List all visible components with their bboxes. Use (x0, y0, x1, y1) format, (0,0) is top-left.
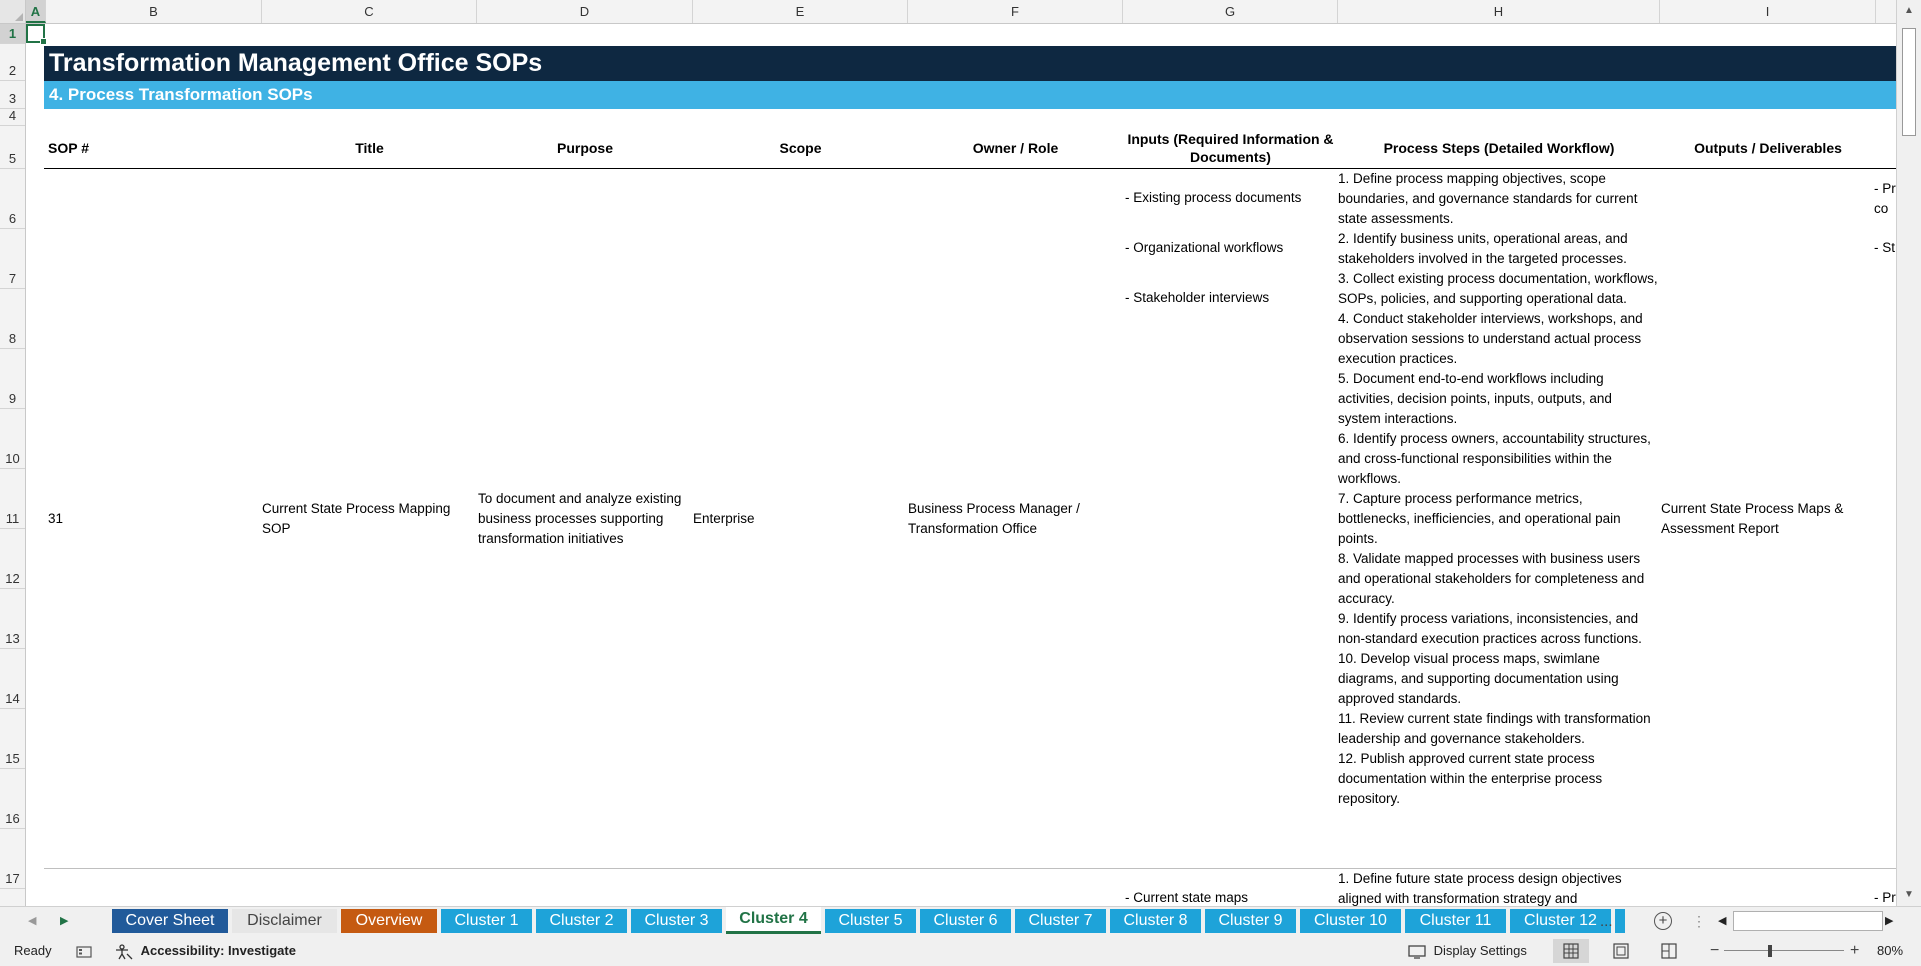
header-process-steps: Process Steps (Detailed Workflow) (1383, 140, 1615, 156)
sheet-tab-cluster-8[interactable]: Cluster 8 (1110, 909, 1201, 933)
column-header-e[interactable]: E (693, 0, 908, 23)
sop-purpose-value: To document and analyze existing business processes supporting transformation initiatives (478, 491, 682, 546)
cell-purpose[interactable] (478, 169, 690, 869)
zoom-in-button[interactable]: + (1850, 942, 1860, 959)
header-purpose: Purpose (556, 140, 613, 156)
cell-title[interactable] (262, 169, 472, 869)
header-inputs: Inputs (Required Information & Documents) (1127, 131, 1334, 165)
sheet-tab-cluster-1[interactable]: Cluster 1 (441, 909, 532, 933)
sheet-tab-cluster-10[interactable]: Cluster 10 (1300, 909, 1401, 933)
row-header[interactable]: 2 (0, 44, 25, 81)
sheet-tab-cluster-9[interactable]: Cluster 9 (1205, 909, 1296, 933)
sop-scope-value: Enterprise (693, 511, 755, 526)
sheet-tab-cluster-3[interactable]: Cluster 3 (631, 909, 722, 933)
page-break-icon (1656, 939, 1682, 963)
select-all-corner[interactable] (0, 0, 26, 24)
sheet-tab-cluster-2[interactable]: Cluster 2 (536, 909, 627, 933)
more-tabs-button[interactable]: ... (1600, 913, 1613, 930)
row-header[interactable]: 13 (0, 589, 25, 649)
row-header[interactable]: 8 (0, 289, 25, 349)
sop-title-value: Current State Process Mapping SOP (262, 501, 451, 536)
sheet-tab-bar (0, 906, 1921, 936)
header-sop-number: SOP # (48, 140, 89, 156)
header-title: Title (355, 140, 384, 156)
row-header[interactable]: 1 (0, 24, 25, 44)
zoom-slider-thumb[interactable] (1768, 945, 1772, 957)
sheet-tab-cluster-7[interactable]: Cluster 7 (1015, 909, 1106, 933)
next-column-fragment: co (1874, 201, 1889, 216)
tab-scroll-left-icon[interactable]: ◀ (28, 915, 37, 927)
macro-record-icon[interactable] (76, 936, 92, 966)
display-settings-label: Display Settings (1433, 943, 1527, 958)
header-outputs: Outputs / Deliverables (1694, 140, 1842, 156)
column-header-d[interactable]: D (477, 0, 693, 23)
row-header[interactable]: 7 (0, 229, 25, 289)
row-headers (0, 24, 26, 906)
row-header[interactable]: 15 (0, 709, 25, 769)
process-step: 1. Define process mapping objectives, scope boundaries, and governance standards for current state assessments. (1338, 171, 1638, 226)
row-header[interactable]: 11 (0, 469, 25, 529)
process-step: 2. Identify business units, operational areas, and stakeholders involved in the targeted processes. (1338, 231, 1628, 266)
scroll-up-arrow-icon[interactable]: ▲ (1904, 5, 1914, 16)
header-owner-role: Owner / Role (972, 140, 1059, 156)
cell-grid[interactable] (26, 24, 1896, 906)
scroll-down-arrow-icon[interactable]: ▼ (1904, 889, 1914, 900)
row-header[interactable]: 3 (0, 81, 25, 109)
sheet-tab-disclaimer[interactable]: Disclaimer (232, 909, 337, 933)
next-column-fragment: - St (1874, 240, 1896, 255)
sop-owner-value: Business Process Manager / Transformation Office (908, 501, 1080, 536)
row-header[interactable]: 16 (0, 769, 25, 829)
page-layout-button[interactable] (1608, 939, 1634, 963)
hscroll-left-arrow-icon[interactable]: ◀ (1718, 915, 1727, 927)
zoom-out-button[interactable]: − (1710, 942, 1720, 959)
process-step: 10. Develop visual process maps, swimlane diagrams, and supporting documentation using approved standards. (1338, 651, 1619, 706)
row-header[interactable]: 6 (0, 169, 25, 229)
zoom-slider-track[interactable] (1724, 950, 1844, 951)
vertical-scrollbar[interactable] (1896, 0, 1921, 906)
sheet-tab-cluster-5[interactable]: Cluster 5 (825, 909, 916, 933)
sheet-tab-cluster-12[interactable]: Cluster 12 (1510, 909, 1611, 933)
process-step: 5. Document end-to-end workflows including activities, decision points, inputs, outputs, and system interactions. (1338, 371, 1612, 426)
process-step: 8. Validate mapped processes with business users and operational stakeholders for completeness and accuracy. (1338, 551, 1645, 606)
row-header[interactable]: 10 (0, 409, 25, 469)
status-bar (0, 936, 1921, 966)
display-settings-button[interactable] (1408, 936, 1527, 966)
input-item: - Stakeholder interviews (1125, 290, 1270, 305)
process-step: 3. Collect existing process documentation, workflows, SOPs, policies, and supporting operational data. (1338, 271, 1658, 306)
accessibility-icon (115, 944, 133, 960)
process-step: 6. Identify process owners, accountability structures, and cross-functional responsibilities within the workflows. (1338, 431, 1651, 486)
process-step: 11. Review current state findings with transformation leadership and governance stakeholders. (1338, 711, 1651, 746)
process-step: 7. Capture process performance metrics, bottlenecks, inefficiencies, and operational pain points. (1338, 491, 1621, 546)
header-scope: Scope (779, 140, 822, 156)
process-step: 1. Define future state process design objectives aligned with transformation strategy and (1338, 871, 1622, 906)
add-sheet-icon[interactable]: + (1654, 912, 1672, 930)
cell-owner-role[interactable] (908, 169, 1118, 869)
column-headers (26, 0, 1896, 24)
sheet-tab-cluster-11[interactable]: Cluster 11 (1405, 909, 1506, 933)
sheet-title: Transformation Management Office SOPs (44, 46, 1896, 81)
vertical-scroll-thumb[interactable] (1902, 28, 1916, 136)
tab-scroll-right-icon[interactable]: ▶ (60, 915, 69, 927)
column-header-g[interactable]: G (1123, 0, 1338, 23)
sheet-tab-cover-sheet[interactable]: Cover Sheet (112, 909, 228, 933)
display-settings-icon (1408, 945, 1426, 959)
next-column-fragment: - Pr (1874, 890, 1896, 905)
sop-number-value: 31 (48, 511, 64, 526)
tab-options-icon[interactable]: ⋮ (1692, 913, 1706, 929)
normal-view-button[interactable] (1553, 939, 1589, 963)
page-break-preview-button[interactable] (1656, 939, 1682, 963)
accessibility-label: Accessibility: Investigate (140, 943, 296, 958)
sop-outputs-value: Current State Process Maps & Assessment Report (1661, 501, 1844, 536)
sheet-tab-overflow[interactable] (1615, 909, 1625, 933)
cell-process-steps[interactable] (1338, 169, 1658, 809)
column-header-b[interactable]: B (46, 0, 262, 23)
row-header[interactable]: 17 (0, 829, 25, 889)
process-step: 4. Conduct stakeholder interviews, workshops, and observation sessions to understand actual process execution practices. (1338, 311, 1643, 366)
sheet-tab-cluster-6[interactable]: Cluster 6 (920, 909, 1011, 933)
row-header[interactable]: 12 (0, 529, 25, 589)
column-header-i[interactable]: I (1660, 0, 1876, 23)
cell-process-steps-next[interactable] (1338, 869, 1658, 906)
hscroll-right-arrow-icon[interactable]: ▶ (1885, 915, 1894, 927)
cell-scope[interactable] (693, 169, 903, 869)
row-header[interactable]: 5 (0, 126, 25, 169)
active-cell-a1[interactable] (26, 24, 45, 43)
section-title: 4. Process Transformation SOPs (44, 81, 1896, 109)
input-item: - Current state maps (1125, 890, 1249, 905)
input-item: - Existing process documents (1125, 190, 1302, 205)
status-ready: Ready (14, 943, 52, 958)
horizontal-scroll-thumb[interactable] (1733, 911, 1883, 931)
row-header[interactable]: 9 (0, 349, 25, 409)
cell-sop-number[interactable] (48, 169, 258, 869)
sheet-tab-cluster-4[interactable]: Cluster 4 (726, 907, 821, 934)
column-header-a[interactable]: A (26, 0, 46, 23)
accessibility-status[interactable] (115, 936, 296, 966)
column-header-h[interactable]: H (1338, 0, 1660, 23)
column-header-f[interactable]: F (908, 0, 1123, 23)
next-column-fragment: - Pr (1874, 181, 1896, 196)
cell-outputs[interactable] (1661, 169, 1861, 869)
page-layout-icon (1608, 939, 1634, 963)
sheet-tab-overview[interactable]: Overview (341, 909, 437, 933)
process-step: 12. Publish approved current state process documentation within the enterprise process repository. (1338, 751, 1603, 806)
normal-view-icon (1553, 939, 1589, 963)
row-header[interactable]: 14 (0, 649, 25, 709)
process-step: 9. Identify process variations, inconsistencies, and non-standard execution practices across functions. (1338, 611, 1642, 646)
row-header[interactable]: 4 (0, 109, 25, 126)
zoom-level[interactable]: 80% (1877, 943, 1904, 958)
column-header-c[interactable]: C (262, 0, 477, 23)
input-item: - Organizational workflows (1125, 240, 1284, 255)
